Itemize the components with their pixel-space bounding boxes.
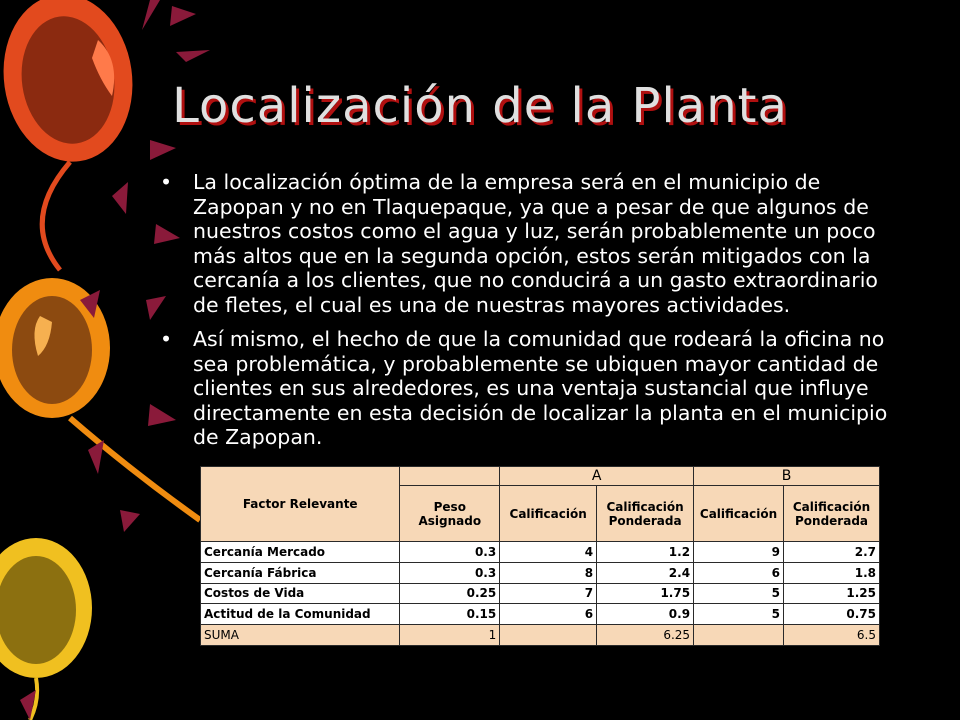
- balloon-string: [30, 678, 37, 720]
- table-row-sum: [201, 625, 880, 646]
- table-row: [201, 583, 880, 604]
- calif-b-cell: 5: [694, 583, 784, 604]
- pond-b-cell: 1.8: [784, 562, 880, 583]
- calif-a-cell: 8: [500, 562, 597, 583]
- calif-a-cell: 4: [500, 542, 597, 563]
- pond-b-cell: 2.7: [784, 542, 880, 563]
- orange-balloon-inner: [12, 296, 92, 404]
- orange-balloon: [0, 278, 110, 418]
- factor-cell: Cercanía Fábrica: [201, 562, 400, 583]
- location-factor-table: [200, 466, 880, 646]
- header-calificacion-b: Calificación: [694, 486, 784, 542]
- calif-b-cell: [694, 625, 784, 646]
- calif-b-cell: 9: [694, 542, 784, 563]
- calif-a-cell: 6: [500, 604, 597, 625]
- calif-a-cell: 7: [500, 583, 597, 604]
- peso-cell: 0.25: [400, 583, 500, 604]
- table-row: [201, 542, 880, 563]
- header-ponderada-a: Calificación Ponderada: [597, 486, 694, 542]
- bullet-marker: •: [160, 327, 173, 351]
- pond-a-cell: 6.25: [597, 625, 694, 646]
- bullet-marker: •: [160, 170, 173, 194]
- peso-cell: 0.3: [400, 542, 500, 563]
- header-peso: Peso Asignado: [400, 486, 500, 542]
- pond-a-cell: 1.75: [597, 583, 694, 604]
- bullet-text: La localización óptima de la empresa será en el municipio de Zapopan y no en Tlaquepaque, ya que a pesar de que algunos de nuestros costos como el agua y luz, serán probablemente un poco más altos que en la segunda opción, estos serán mitigados con la cercanía a los clientes, que no conducirá a un gasto extraordinario de fletes, el cual es una de nuestras mayores actividades.: [193, 170, 878, 317]
- calif-b-cell: 6: [694, 562, 784, 583]
- bullet-text: Así mismo, el hecho de que la comunidad que rodeará la oficina no sea problemática, y probablemente se ubiquen mayor cantidad de clientes en sus alrededores, es una ventaja sustancial que influye directamente en esta decisión de localizar la planta en el municipio de Zapopan.: [193, 327, 888, 449]
- header-option-a: A: [500, 467, 694, 486]
- peso-cell: 0.3: [400, 562, 500, 583]
- factor-cell: Costos de Vida: [201, 583, 400, 604]
- pond-a-cell: 0.9: [597, 604, 694, 625]
- header-empty: [400, 467, 500, 486]
- balloon-string: [42, 162, 70, 270]
- peso-cell: 1: [400, 625, 500, 646]
- pond-b-cell: 0.75: [784, 604, 880, 625]
- bullet-list: [160, 170, 890, 460]
- header-option-b: B: [694, 467, 880, 486]
- factor-cell: Cercanía Mercado: [201, 542, 400, 563]
- bullet-item: [160, 327, 890, 450]
- pond-a-cell: 2.4: [597, 562, 694, 583]
- pond-b-cell: 6.5: [784, 625, 880, 646]
- header-calificacion-a: Calificación: [500, 486, 597, 542]
- yellow-balloon-inner: [0, 556, 76, 664]
- orange-balloon-highlight: [34, 316, 52, 356]
- pond-b-cell: 1.25: [784, 583, 880, 604]
- yellow-balloon: [0, 538, 92, 678]
- factor-cell: SUMA: [201, 625, 400, 646]
- calif-a-cell: [500, 625, 597, 646]
- header-ponderada-b: Calificación Ponderada: [784, 486, 880, 542]
- peso-cell: 0.15: [400, 604, 500, 625]
- bullet-item: [160, 170, 890, 317]
- table-row: [201, 604, 880, 625]
- header-factor: Factor Relevante: [201, 467, 400, 542]
- slide-title: Localización de la Planta: [172, 78, 788, 134]
- calif-b-cell: 5: [694, 604, 784, 625]
- table-row: [201, 562, 880, 583]
- pond-a-cell: 1.2: [597, 542, 694, 563]
- factor-cell: Actitud de la Comunidad: [201, 604, 400, 625]
